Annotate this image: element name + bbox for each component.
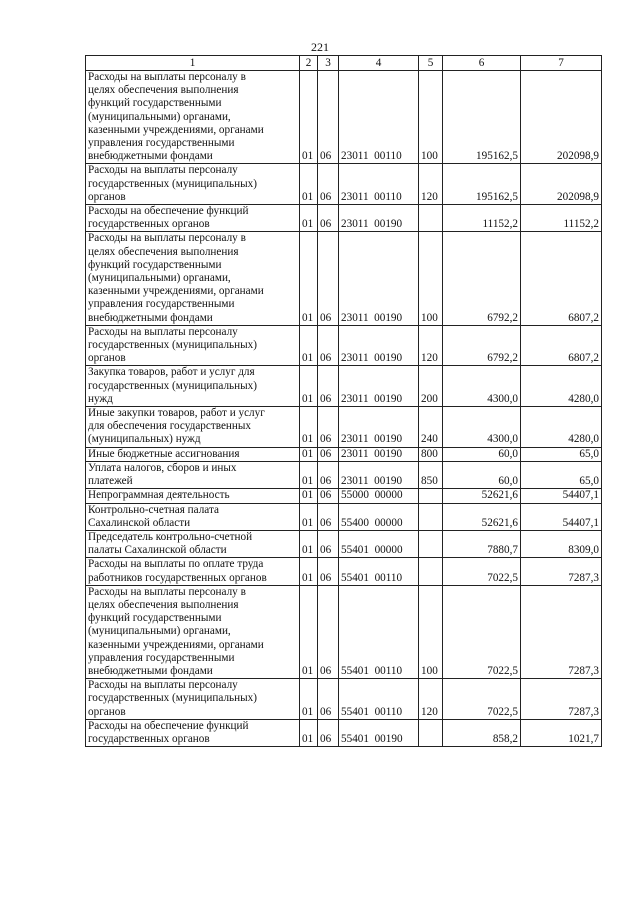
amount-year1-cell: 195162,5	[443, 71, 521, 164]
target-article-cell: 55401 00110	[339, 585, 419, 678]
expense-name-cell	[86, 461, 300, 488]
expense-name-line: Закупка товаров, работ и услуг для	[88, 366, 255, 379]
expense-name-line: государственных (муниципальных)	[88, 177, 257, 190]
amount-year2-cell: 202098,9	[521, 164, 602, 205]
expense-type-cell: 100	[419, 585, 443, 678]
amount-year1-cell: 6792,2	[443, 325, 521, 366]
table-row	[86, 164, 602, 205]
section-code-cell: 01	[300, 503, 318, 530]
subsection-code-cell: 06	[318, 366, 339, 407]
table-row	[86, 530, 602, 557]
expense-name-line: палаты Сахалинской области	[88, 544, 227, 557]
expense-name-line: государственных (муниципальных)	[88, 379, 257, 392]
expense-type-cell: 120	[419, 164, 443, 205]
target-article-cell: 23011 00190	[339, 461, 419, 488]
amount-year1-cell: 52621,6	[443, 489, 521, 503]
expense-type-cell: 120	[419, 325, 443, 366]
expense-name-cell	[86, 325, 300, 366]
page-number: 221	[311, 40, 329, 54]
expense-name-line: Расходы на выплаты персоналу в	[88, 585, 246, 598]
section-code-cell: 01	[300, 164, 318, 205]
subsection-code-cell: 06	[318, 558, 339, 585]
amount-year2-cell: 7287,3	[521, 679, 602, 720]
subsection-code-cell: 06	[318, 164, 339, 205]
subsection-code-cell: 06	[318, 679, 339, 720]
amount-year1-cell: 6792,2	[443, 232, 521, 325]
expense-name-line: казенными учреждениями, органами	[88, 123, 264, 136]
expense-name-cell	[86, 489, 300, 503]
expense-name-cell	[86, 71, 300, 164]
section-code-cell: 01	[300, 71, 318, 164]
expense-name-line: государственных (муниципальных)	[88, 692, 257, 705]
expense-name-line: управления государственными	[88, 651, 235, 664]
expense-name-cell	[86, 558, 300, 585]
expense-name-line: государственных органов	[88, 218, 210, 231]
expense-name-line: Расходы на выплаты персоналу в	[88, 232, 246, 245]
table-row	[86, 71, 602, 164]
expense-type-cell	[419, 558, 443, 585]
amount-year1-cell: 195162,5	[443, 164, 521, 205]
expense-name-line: Расходы на выплаты персоналу в	[88, 71, 246, 83]
table-row	[86, 558, 602, 585]
expense-name-line: целях обеспечения выполнения	[88, 598, 239, 611]
target-article-cell: 23011 00190	[339, 325, 419, 366]
expense-name-line: органов	[88, 190, 126, 203]
section-code-cell: 01	[300, 461, 318, 488]
expense-name-line: целях обеспечения выполнения	[88, 84, 239, 97]
amount-year2-cell: 4280,0	[521, 366, 602, 407]
amount-year1-cell: 60,0	[443, 447, 521, 461]
expense-type-cell: 100	[419, 71, 443, 164]
expense-name-cell	[86, 503, 300, 530]
target-article-cell: 23011 00190	[339, 232, 419, 325]
amount-year1-cell: 4300,0	[443, 407, 521, 448]
expense-name-line: функций государственными	[88, 97, 222, 110]
section-code-cell: 01	[300, 407, 318, 448]
expense-name-line: Председатель контрольно-счетной	[88, 530, 253, 543]
target-article-cell: 23011 00110	[339, 164, 419, 205]
expense-name-line: платежей	[88, 475, 133, 488]
expense-type-cell	[419, 489, 443, 503]
section-code-cell: 01	[300, 366, 318, 407]
expense-name-cell	[86, 679, 300, 720]
expense-name-line: внебюджетными фондами	[88, 311, 213, 324]
section-code-cell: 01	[300, 585, 318, 678]
target-article-cell: 55401 00190	[339, 719, 419, 746]
expense-name-line: органов	[88, 705, 126, 718]
section-code-cell: 01	[300, 530, 318, 557]
expense-name-line: целях обеспечения выполнения	[88, 245, 239, 258]
expense-name-line: казенными учреждениями, органами	[88, 285, 264, 298]
expense-name-cell	[86, 164, 300, 205]
section-code-cell: 01	[300, 205, 318, 232]
amount-year2-cell: 54407,1	[521, 489, 602, 503]
amount-year1-cell: 858,2	[443, 719, 521, 746]
column-header: 2	[300, 56, 318, 71]
subsection-code-cell: 06	[318, 205, 339, 232]
target-article-cell: 23011 00110	[339, 71, 419, 164]
table-row	[86, 447, 602, 461]
expense-name-line: нужд	[88, 392, 113, 405]
expense-type-cell: 800	[419, 447, 443, 461]
subsection-code-cell: 06	[318, 719, 339, 746]
target-article-cell: 23011 00190	[339, 366, 419, 407]
column-header: 5	[419, 56, 443, 71]
expense-name-line: Иные закупки товаров, работ и услуг	[88, 407, 265, 420]
expense-type-cell: 850	[419, 461, 443, 488]
amount-year2-cell: 65,0	[521, 461, 602, 488]
expense-name-line: Контрольно-счетная палата	[88, 503, 219, 516]
expense-type-cell: 200	[419, 366, 443, 407]
expense-name-line: (муниципальными) органами,	[88, 110, 231, 123]
subsection-code-cell: 06	[318, 325, 339, 366]
expense-name-cell	[86, 205, 300, 232]
amount-year2-cell: 6807,2	[521, 232, 602, 325]
amount-year1-cell: 7022,5	[443, 679, 521, 720]
amount-year2-cell: 11152,2	[521, 205, 602, 232]
expense-name-line: управления государственными	[88, 298, 235, 311]
section-code-cell: 01	[300, 232, 318, 325]
subsection-code-cell: 06	[318, 585, 339, 678]
table-row	[86, 232, 602, 325]
expense-name-line: Сахалинской области	[88, 516, 191, 529]
table-row	[86, 503, 602, 530]
expense-name-line: казенными учреждениями, органами	[88, 638, 264, 651]
expense-name-line: Иные бюджетные ассигнования	[88, 447, 240, 460]
amount-year2-cell: 6807,2	[521, 325, 602, 366]
expense-name-line: функций государственными	[88, 258, 222, 271]
section-code-cell: 01	[300, 489, 318, 503]
expense-type-cell	[419, 719, 443, 746]
amount-year2-cell: 54407,1	[521, 503, 602, 530]
budget-table	[85, 55, 602, 747]
table-row	[86, 461, 602, 488]
target-article-cell: 23011 00190	[339, 447, 419, 461]
amount-year1-cell: 60,0	[443, 461, 521, 488]
table-row	[86, 366, 602, 407]
section-code-cell: 01	[300, 719, 318, 746]
expense-type-cell: 240	[419, 407, 443, 448]
expense-name-line: Уплата налогов, сборов и иных	[88, 461, 237, 474]
expense-name-line: Расходы на выплаты персоналу	[88, 325, 238, 338]
expense-name-line: работников государственных органов	[88, 571, 267, 584]
target-article-cell: 55000 00000	[339, 489, 419, 503]
expense-type-cell: 120	[419, 679, 443, 720]
section-code-cell: 01	[300, 558, 318, 585]
header-row	[86, 56, 602, 71]
section-code-cell: 01	[300, 325, 318, 366]
target-article-cell: 55401 00000	[339, 530, 419, 557]
table-row	[86, 325, 602, 366]
amount-year2-cell: 65,0	[521, 447, 602, 461]
target-article-cell: 23011 00190	[339, 407, 419, 448]
expense-name-cell	[86, 232, 300, 325]
amount-year2-cell: 8309,0	[521, 530, 602, 557]
subsection-code-cell: 06	[318, 407, 339, 448]
expense-name-cell	[86, 366, 300, 407]
amount-year1-cell: 7880,7	[443, 530, 521, 557]
amount-year2-cell: 7287,3	[521, 585, 602, 678]
expense-name-cell	[86, 407, 300, 448]
column-header: 6	[443, 56, 521, 71]
table-row	[86, 205, 602, 232]
expense-type-cell	[419, 205, 443, 232]
subsection-code-cell: 06	[318, 489, 339, 503]
target-article-cell: 55400 00000	[339, 503, 419, 530]
amount-year2-cell: 7287,3	[521, 558, 602, 585]
table-row	[86, 679, 602, 720]
expense-name-line: Расходы на обеспечение функций	[88, 719, 249, 732]
amount-year1-cell: 4300,0	[443, 366, 521, 407]
column-header: 4	[339, 56, 419, 71]
section-code-cell: 01	[300, 447, 318, 461]
expense-name-line: государственных (муниципальных)	[88, 339, 257, 352]
subsection-code-cell: 06	[318, 503, 339, 530]
expense-type-cell: 100	[419, 232, 443, 325]
section-code-cell: 01	[300, 679, 318, 720]
expense-name-line: (муниципальными) органами,	[88, 625, 231, 638]
expense-name-line: для обеспечения государственных	[88, 420, 252, 433]
target-article-cell: 55401 00110	[339, 679, 419, 720]
expense-name-line: Расходы на обеспечение функций	[88, 205, 249, 218]
expense-name-line: внебюджетными фондами	[88, 150, 213, 163]
amount-year2-cell: 1021,7	[521, 719, 602, 746]
table-row	[86, 585, 602, 678]
table-row	[86, 489, 602, 503]
table-row	[86, 407, 602, 448]
expense-type-cell	[419, 530, 443, 557]
expense-name-line: Расходы на выплаты по оплате труда	[88, 558, 264, 571]
expense-name-line: управления государственными	[88, 137, 235, 150]
amount-year1-cell: 11152,2	[443, 205, 521, 232]
column-header: 1	[86, 56, 300, 71]
subsection-code-cell: 06	[318, 232, 339, 325]
expense-name-cell	[86, 447, 300, 461]
expense-name-cell	[86, 719, 300, 746]
expense-name-line: (муниципальными) органами,	[88, 272, 231, 285]
amount-year2-cell: 4280,0	[521, 407, 602, 448]
expense-name-line: государственных органов	[88, 732, 210, 745]
subsection-code-cell: 06	[318, 71, 339, 164]
expense-name-line: органов	[88, 352, 126, 365]
expense-name-cell	[86, 530, 300, 557]
expense-name-cell	[86, 585, 300, 678]
expense-name-line: внебюджетными фондами	[88, 664, 213, 677]
column-header: 3	[318, 56, 339, 71]
subsection-code-cell: 06	[318, 461, 339, 488]
expense-name-line: Расходы на выплаты персоналу	[88, 679, 238, 692]
subsection-code-cell: 06	[318, 447, 339, 461]
expense-name-line: функций государственными	[88, 612, 222, 625]
target-article-cell: 55401 00110	[339, 558, 419, 585]
expense-name-line: Расходы на выплаты персоналу	[88, 164, 238, 177]
target-article-cell: 23011 00190	[339, 205, 419, 232]
column-header: 7	[521, 56, 602, 71]
amount-year2-cell: 202098,9	[521, 71, 602, 164]
expense-name-line: Непрограммная деятельность	[88, 489, 230, 502]
table-row	[86, 719, 602, 746]
table-body	[86, 71, 602, 747]
amount-year1-cell: 7022,5	[443, 558, 521, 585]
expense-type-cell	[419, 503, 443, 530]
amount-year1-cell: 52621,6	[443, 503, 521, 530]
amount-year1-cell: 7022,5	[443, 585, 521, 678]
subsection-code-cell: 06	[318, 530, 339, 557]
expense-name-line: (муниципальных) нужд	[88, 433, 201, 446]
